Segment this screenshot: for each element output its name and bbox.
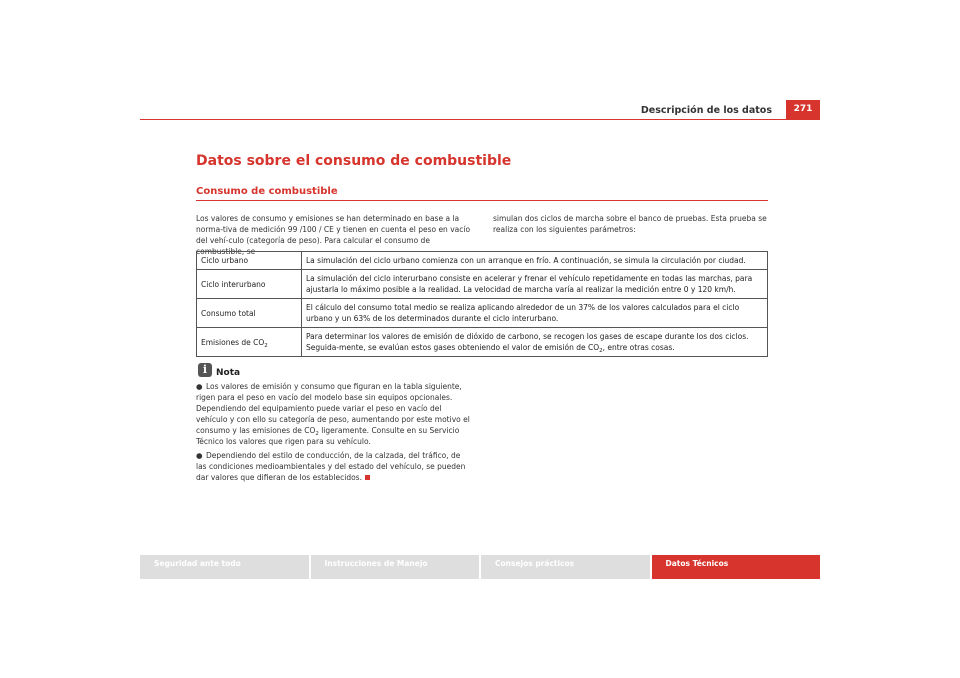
section-title: Consumo de combustible: [196, 186, 338, 197]
bullet-icon: ●: [196, 382, 203, 391]
footer-tab-seguridad[interactable]: Seguridad ante todo: [154, 559, 241, 568]
note-label: Nota: [216, 368, 241, 378]
table-cell-key: [197, 328, 302, 357]
emissions-value-suffix: , entre otras cosas.: [602, 343, 675, 352]
page-title: Datos sobre el consumo de combustible: [196, 153, 512, 169]
table-cell-value: La simulación del ciclo urbano comienza con un arranque en frío. A continuación, se simula la circulación por ciudad.: [302, 252, 768, 270]
table-cell-key: Consumo total: [197, 299, 302, 328]
table-row: [197, 299, 768, 328]
footer-nav: [140, 555, 820, 579]
subscript: 2: [264, 342, 268, 349]
footer-tab-datos-tecnicos[interactable]: Datos Técnicos: [650, 555, 821, 579]
note-item: [196, 381, 471, 447]
note-item-text: Los valores de emisión y consumo que figuran en la tabla siguiente, rigen para el peso en vacío del modelo base sin equipos opcionales. Dependiendo del equipamiento puede variar el peso en vacío del vehículo y con ello su categoría de peso, aumentando por este motivo el consumo y las emisiones de CO: [196, 382, 470, 435]
footer-tab-consejos[interactable]: Consejos prácticos: [479, 555, 650, 579]
table-row: [197, 270, 768, 299]
table-row: [197, 328, 768, 357]
header-divider: [140, 119, 820, 120]
emissions-value-text: Para determinar los valores de emisión de dióxido de carbono, se recogen los gases de escape durante los dos ciclos. Seguida-mente, se evalúan estos gases obteniendo el valor de emisión de CO: [306, 332, 749, 352]
subscript: 2: [315, 431, 319, 437]
table-cell-key: Ciclo urbano: [197, 252, 302, 270]
section-divider: [196, 200, 768, 201]
note-item-text-suffix: ligeramente. Consulte en su Servicio Técnico los valores que rigen para su vehículo.: [196, 426, 460, 446]
table-row: [197, 252, 768, 270]
note-item-text: Dependiendo del estilo de conducción, de la calzada, del tráfico, de las condiciones medioambientales y del estado del vehículo, se pueden dar valores que difieran de los establecidos.: [196, 451, 466, 482]
page-number-badge: 271: [786, 100, 820, 119]
table-cell-value: [302, 328, 768, 357]
page-header-title: Descripción de los datos: [640, 105, 772, 116]
table-cell-value: El cálculo del consumo total medio se realiza aplicando alrededor de un 37% de los valores calculados para el ciclo urbano y un 63% de los determinados durante el ciclo interurbano.: [302, 299, 768, 328]
footer-tab-instrucciones[interactable]: Instrucciones de Manejo: [309, 555, 480, 579]
note-item: [196, 450, 471, 483]
subscript: 2: [599, 348, 603, 354]
end-of-section-icon: [365, 475, 370, 480]
table-cell-key: Ciclo interurbano: [197, 270, 302, 299]
intro-paragraph-right: simulan dos ciclos de marcha sobre el banco de pruebas. Esta prueba se realiza con los siguientes parámetros:: [493, 214, 767, 234]
info-note-icon: i: [198, 363, 212, 377]
table-cell-value: La simulación del ciclo interurbano consiste en acelerar y frenar el vehículo repetidamente en todas las marchas, para ajustarla lo máximo posible a la realidad. La velocidad de marcha varía al realizar la medición entre 0 y 120 km/h.: [302, 270, 768, 299]
intro-paragraph-left: Los valores de consumo y emisiones se han determinado en base a la norma-tiva de medición 99 /100 / CE y tienen en cuenta el peso en vacío del vehí-culo (categoría de peso). Para calcular el consumo de combustible, se: [196, 214, 471, 256]
emissions-key-text: Emisiones de CO: [201, 337, 265, 347]
bullet-icon: ●: [196, 451, 203, 460]
parameters-table: [196, 251, 768, 357]
